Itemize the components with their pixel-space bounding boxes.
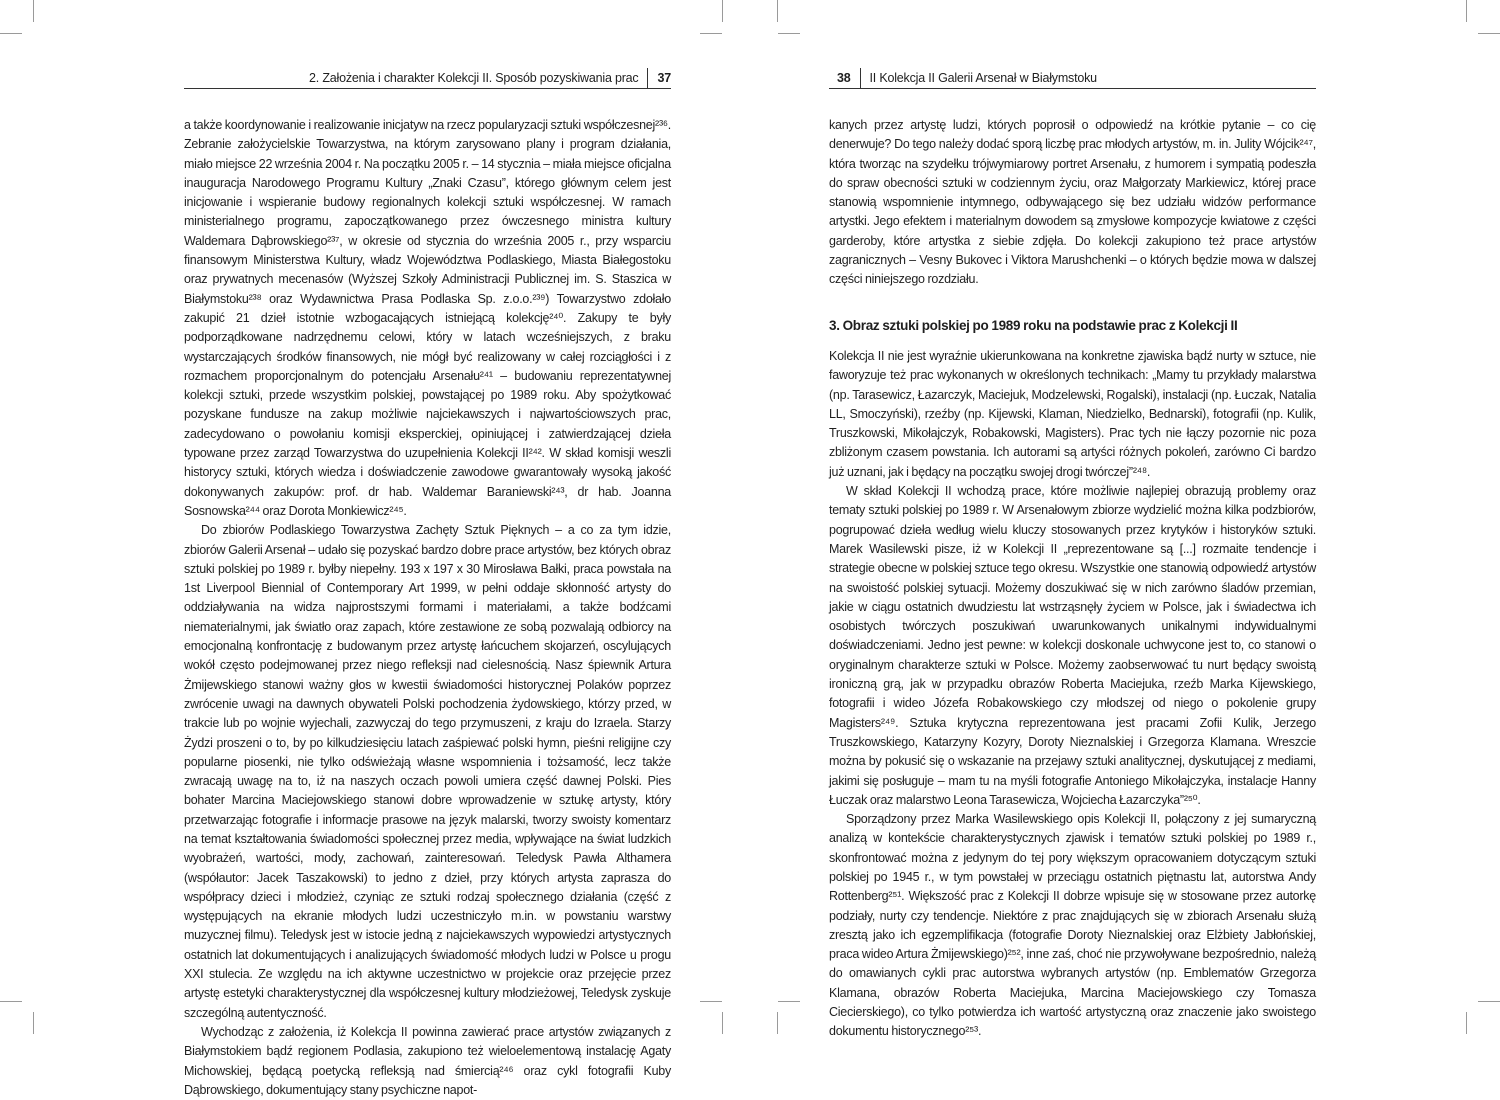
paragraph: Do zbiorów Podlaskiego Towarzystwa Zachęty Sztuk Pięknych – a co za tym idzie, zbiorów Galerii Arsenał – udało się pozyskać bardzo dobre prace artystów, bez których obraz sztuki polskiej po 1989 r. byłby niepełny. 193 x 197 x 30 Mirosława Bałki, praca powstała na 1st Liverpool Biennial of Contemporary Art 1999, w pełni oddaje skłonność artysty do oddziaływania na widza najprostszymi formami i materiałami, a także bodźcami niematerialnymi, jak światło oraz zapach, które zestawione ze sobą pozwalają odbiorcy na emocjonalną konfrontację z budowanym przez artystę łańcuchem skojarzeń, oscylujących wokół często podejmowanej przez niego refleksji nad cielesnością. Nasz śpiewnik Artura Żmijewskiego stanowi ważny głos w kwestii świadomości historycznej Polaków poprzez zwrócenie uwagi na dawnych obywateli Polski pochodzenia żydowskiego, którzy przed, w trakcie lub po wojnie wyjechali, zazwyczaj do tego przymuszeni, z kraju do Izraela. Starzy Żydzi proszeni o to, by po kilkudziesięciu latach zaśpiewać polski hymn, pieśni religijne czy popularne piosenki, nie tylko odświeżają własne wspomnienia i tożsamość, lecz także zwracają uwagę na to, iż na naszych oczach powoli umiera część dawnej Polski. Pies bohater Marcina Maciejowskiego stanowi dobre wprowadzenie w sztukę artysty, który przetwarzając fotografie i informacje prasowe na język malarski, tworzy swoisty komentarz na temat kształtowania świadomości społecznej przez media, wpływające na świat ludzkich wyobrażeń, wartości, mody, zachowań, zainteresowań. Teledysk Pawła Althamera (współautor: Jacek Taszakowski) to jedno z dzieł, przy których artysta zaprasza do współpracy dzieci i młodzież, czyniąc ze sztuki rodzaj społecznego działania (część z występujących na ekranie młodych ludzi uczestniczyło m.in. w powstaniu warstwy muzycznej filmu). Teledysk jest w istocie jedną z najciekawszych wypowiedzi artystycznych ostatnich lat dokumentujących i analizujących świadomość młodych ludzi w Polsce u progu XXI stulecia. Ze względu na ich aktywne uczestnictwo w projekcie oraz przejęcie przez artystę estetyki charakterystycznej dla współczesnej kultury młodzieżowej, Teledysk zyskuje szczególną autentyczność. [184,523,671,1020]
right-header-title: II Kolekcja II Galerii Arsenał w Białymstoku [869,71,1097,85]
right-body-text [829,116,1316,1042]
left-header-title: 2. Założenia i charakter Kolekcji II. Sposób pozyskiwania prac [309,71,639,85]
section-heading: 3. Obraz sztuki polskiej po 1989 roku na podstawie prac z Kolekcji II [829,317,1238,333]
right-running-header [829,68,1316,89]
left-page-number: 37 [647,68,671,88]
paragraph: Kolekcja II nie jest wyraźnie ukierunkowana na konkretne zjawiska bądź nurty w sztuce, nie faworyzuje też prac wykonanych w określonych technikach: „Mamy tu przykłady malarstwa (np. Tarasewicz, Łazarczyk, Maciejuk, Modzelewski, Rogalski), instalacji (np. Łuczak, Natalia LL, Smoczyński), rzeźby (np. Kijewski, Klaman, Niedzielko, Bednarski), fotografii (np. Kulik, Truszkowski, Mikołajczyk, Robakowski, Magisters). Prac tych nie łączy pozornie nic poza zbliżonym czasem powstania. Ich autorami są artyści różnych pokoleń, zarówno Ci bardzo już uznani, jak i będący na początku swojej drogi twórczej”²⁴⁸. [829,348,1316,479]
paragraph: a także koordynowanie i realizowanie inicjatyw na rzecz popularyzacji sztuki współczesnej²³⁶. Zebranie założycielskie Towarzystwa, na którym zarysowano plany i program działania, miało miejsce 22 września 2004 r. Na początku 2005 r. – 14 stycznia – miała miejsce oficjalna inauguracja Narodowego Programu Kultury „Znaki Czasu”, którego głównym celem jest inicjowanie i wspieranie budowy regionalnych kolekcji sztuki współczesnej. W ramach ministerialnego programu, zapoczątkowanego przez ówczesnego ministra kultury Waldemara Dąbrowskiego²³⁷, w okresie od stycznia do września 2005 r., przy wsparciu finansowym Ministerstwa Kultury, władz Województwa Podlaskiego, Miasta Białegostoku oraz prywatnych mecenasów (Wyższej Szkoły Administracji Publicznej im. S. Staszica w Białymstoku²³⁸ oraz Wydawnictwa Prasa Podlaska Sp. z.o.o.²³⁹) Towarzystwo zdołało zakupić 21 dzieł istotnie wzbogacających istniejącą kolekcję²⁴⁰. Zakupy te były podporządkowane nadrzędnemu celowi, który w latach wcześniejszych, z braku wystarczających środków finansowych, nie mógł być realizowany w całej rozciągłości i z rozmachem proporcjonalnym do potencjału Arsenału²⁴¹ – budowaniu reprezentatywnej kolekcji sztuki, przede wszystkim polskiej, powstającej po 1989 roku. Aby spożytkować pozyskane fundusze na zakup możliwie najciekawszych i najwartościowszych prac, zadecydowano o powołaniu komisji eksperckiej, opiniującej i zatwierdzającej dzieła typowane przez zarząd Towarzystwa do uzupełnienia Kolekcji II²⁴². W skład komisji weszli historycy sztuki, których wiedza i doświadczenie zawodowe gwarantowały wysoką jakość dokonywanych zakupów: prof. dr hab. Waldemar Baraniewski²⁴³, dr hab. Joanna Sosnowska²⁴⁴ oraz Dorota Monkiewicz²⁴⁵. [184,118,671,518]
left-body-text [184,116,671,1100]
paragraph: Wychodząc z założenia, iż Kolekcja II powinna zawierać prace artystów związanych z Białymstokiem bądź regionem Podlasia, zakupiono też wieloelementową instalację Agaty Michowskiej, będącą poetycką refleksją nad śmiercią²⁴⁶ oraz cykl fotografii Kuby Dąbrowskiego, dokumentujący stany psychiczne napot- [184,1024,671,1097]
paragraph: W skład Kolekcji II wchodzą prace, które możliwie najlepiej obrazują problemy oraz tematy sztuki polskiej po 1989 r. W Arsenałowym zbiorze wydzielić można kilka podzbiorów, pogrupować dzieła według wielu kluczy stosowanych przez krytyków i historyków sztuki. Marek Wasilewski pisze, iż w Kolekcji II „reprezentowane są [...] rozmaite tendencje i strategie obecne w polskiej sztuce tego okresu. Wszystkie one stanowią odpowiedź artystów na swoistość polskiej sytuacji. Możemy doszukiwać się w nich zarówno śladów przemian, jakie w ciągu ostatnich dwudziestu lat wstrząsnęły życiem w Polsce, jak i świadectwa ich osobistych twórczych poszukiwań uwarunkowanych unikalnymi indywidualnymi doświadczeniami. Jedno jest pewne: w kolekcji doskonale uchwycone jest to, co stanowi o oryginalnym charakterze sztuki w Polsce. Możemy zaobserwować tu nurt będący swoistą ironiczną grą, jak w przypadku obrazów Roberta Maciejuka, rzeźb Marka Kijewskiego, fotografii i wideo Józefa Robakowskiego czy młodszej od niego o pokolenie grupy Magisters²⁴⁹. Sztuka krytyczna reprezentowana jest pracami Zofii Kulik, Jerzego Truszkowskiego, Katarzyny Kozyry, Doroty Nieznalskiej i Grzegorza Klamana. Wreszcie można by pokusić się o wskazanie na przejawy sztuki analitycznej, dyskutującej z mediami, jakimi się posługuje – mam tu na myśli fotografie Antoniego Mikołajczyka, instalacje Hanny Łuczak oraz malarstwo Leona Tarasewicza, Wojciecha Łazarczyka”²⁵⁰. [829,484,1316,807]
right-page-number: 38 [829,68,861,88]
paragraph: kanych przez artystę ludzi, których poprosił o odpowiedź na krótkie pytanie – co cię denerwuje? Do tego należy dodać sporą liczbę prac młodych artystów, m. in. Julity Wójcik²⁴⁷, która tworząc na szydełku trójwymiarowy portret Arsenału, z humorem i sympatią podeszła do spraw obecności sztuki w codziennym życiu, oraz Małgorzaty Markiewicz, której prace stanowią wspomnienie intymnego, odbywającego się bez udziału widzów performance artystki. Jego efektem i materialnym dowodem są zmysłowe kompozycje kwiatowe z części garderoby, które artystka z siebie zdjęła. Do kolekcji zakupiono też prace artystów zagranicznych – Vesny Bukovec i Viktora Marushchenki – o których będzie mowa w dalszej części niniejszego rozdziału. [829,118,1316,287]
left-page [0,0,750,1097]
right-page [750,0,1500,1039]
paragraph: Sporządzony przez Marka Wasilewskiego opis Kolekcji II, połączony z jej sumaryczną analizą w kontekście charakterystycznych zjawisk i tematów sztuki polskiej po 1989 r., skonfrontować można z jedynym do tej pory większym opracowaniem dotyczącym sztuki polskiej po 1945 r., w tym powstałej w przeciągu ostatnich piętnastu lat, autorstwa Andy Rottenberg²⁵¹. Większość prac z Kolekcji II dobrze wpisuje się w stosowane przez autorkę podziały, nurty czy tendencje. Niektóre z prac znajdujących się w zbiorach Arsenału służą zresztą jako ich egzemplifikacja (fotografie Doroty Nieznalskiej oraz Elżbiety Jabłońskiej, praca wideo Artura Żmijewskiego)²⁵², inne zaś, choć nie przywoływane bezpośrednio, należą do omawianych cykli prac autorstwa wybranych artystów (np. Emblematów Grzegorza Klamana, obrazów Roberta Maciejuka, Marcina Maciejowskiego czy Tomasza Ciecierskiego), co tylko potwierdza ich wartość artystyczną oraz znaczenie jako swoistego dokumentu historycznego²⁵³. [829,812,1316,1039]
left-running-header [184,68,671,89]
